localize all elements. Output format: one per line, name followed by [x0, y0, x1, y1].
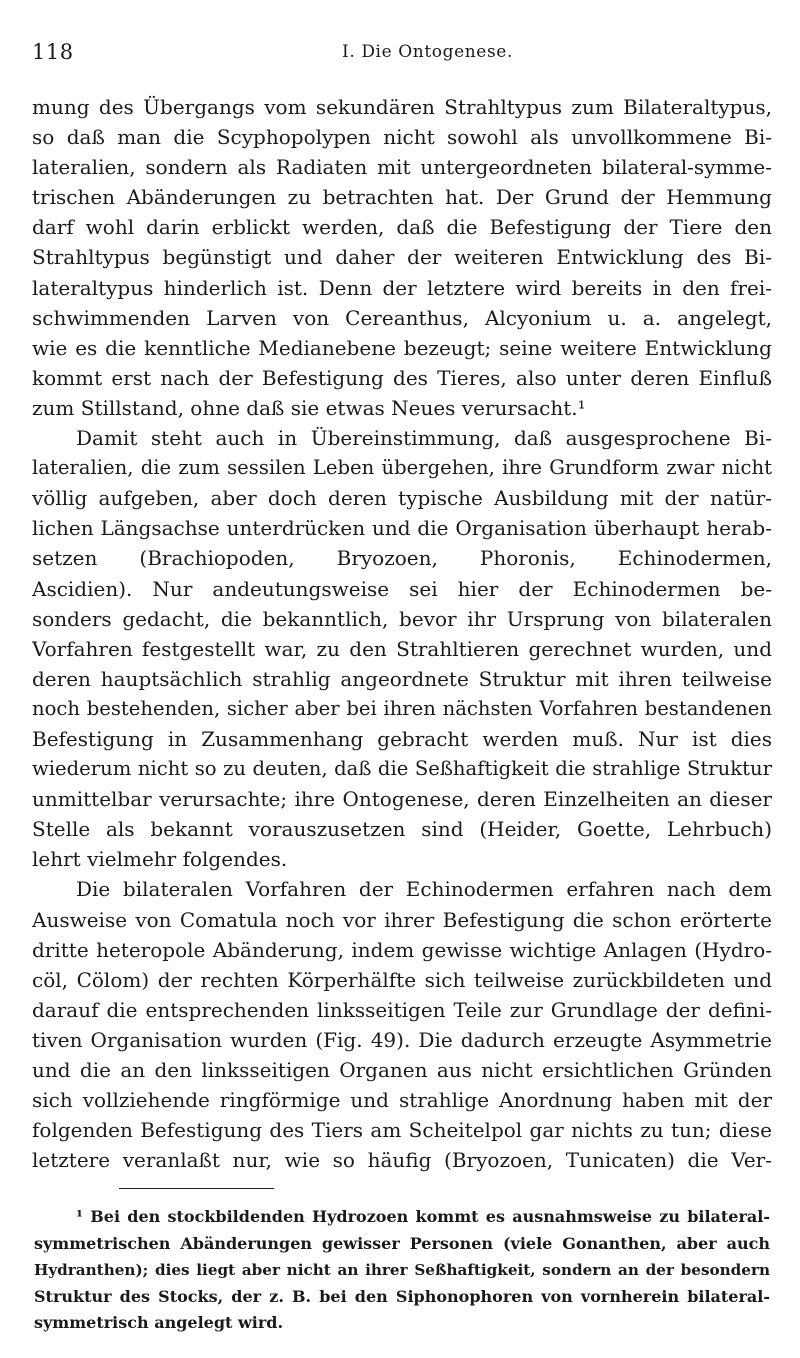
text-line: völlig aufgeben, aber doch deren typische Ausbildung mit der natür-: [32, 486, 772, 511]
text-line: sich vollziehende ringförmige und strahlige Anordnung haben mit der: [32, 1088, 772, 1113]
paragraph-start-line: Damit steht auch in Übereinstimmung, daß ausgesprochene Bi-: [76, 426, 772, 451]
text-line: letztere veranlaßt nur, wie so häufig (Bryozoen, Tunicaten) die Ver-: [32, 1148, 772, 1173]
text-line: setzen (Brachiopoden, Bryozoen, Phoronis, Echinodermen,: [32, 546, 772, 571]
paragraph-start-line: Die bilateralen Vorfahren der Echinodermen erfahren nach dem: [76, 877, 772, 902]
text-line: folgenden Befestigung des Tiers am Scheitelpol gar nichts zu tun; diese: [32, 1118, 772, 1143]
text-line: Befestigung in Zusammenhang gebracht werden muß. Nur ist dies: [32, 726, 772, 751]
footnote-line: symmetrischen Abänderungen gewisser Personen (viele Gonanthen, aber auch: [34, 1233, 770, 1253]
text-line: unmittelbar verursachte; ihre Ontogenese, deren Einzelheiten an dieser: [32, 787, 772, 812]
footnote-divider: [119, 1188, 274, 1189]
text-line: Ausweise von Comatula noch vor ihrer Befestigung die schon erörterte: [32, 907, 772, 932]
page-header: [32, 40, 772, 70]
text-line: wiederum nicht so zu deuten, daß die Seßhaftigkeit die strahlige Struktur: [32, 757, 772, 781]
text-line: so daß man die Scyphopolypen nicht sowohl als unvollkommene Bi-: [32, 125, 772, 150]
text-line: trischen Abänderungen zu betrachten hat. Der Grund der Hemmung: [32, 185, 772, 210]
text-line: dritte heteropole Abänderung, indem gewisse wichtige Anlagen (Hydro-: [32, 937, 772, 962]
text-line: schwimmenden Larven von Cereanthus, Alcyonium u. a. angelegt,: [32, 305, 772, 330]
running-title: I. Die Ontogenese.: [342, 42, 513, 62]
text-line: Ascidien). Nur andeutungsweise sei hier der Echinodermen be-: [32, 576, 772, 601]
text-line: und die an den linksseitigen Organen aus nicht ersichtlichen Gründen: [32, 1058, 772, 1082]
text-line: darauf die entsprechenden linksseitigen Teile zur Grundlage der defini-: [32, 997, 772, 1022]
text-line: wie es die kenntliche Medianebene bezeugt; seine weitere Entwicklung: [32, 335, 772, 360]
text-line: lehrt vielmehr folgendes.: [32, 847, 288, 872]
footnotes: [34, 1204, 770, 1337]
footnote-line: ¹ Bei den stockbildenden Hydrozoen kommt es ausnahmsweise zu bilateral-: [76, 1207, 770, 1226]
footnote-line: Struktur des Stocks, der z. B. bei den Siphonophoren von vornherein bilateral-: [34, 1286, 770, 1306]
text-line: sonders gedacht, die bekanntlich, bevor ihr Ursprung von bilateralen: [32, 606, 772, 631]
body-text: [32, 92, 772, 1175]
text-line: tiven Organisation wurden (Fig. 49). Die dadurch erzeugte Asymmetrie: [32, 1027, 772, 1052]
text-line: Strahltypus begünstigt und daher der weiteren Entwicklung des Bi-: [32, 245, 772, 270]
text-line: deren hauptsächlich strahlig angeordnete Struktur mit ihren teilweise: [32, 666, 772, 691]
text-line: noch bestehenden, sicher aber bei ihren nächsten Vorfahren bestandenen: [32, 696, 772, 720]
text-line: kommt erst nach der Befestigung des Tieres, also unter deren Einfluß: [32, 365, 772, 390]
text-line: lateraltypus hinderlich ist. Denn der letztere wird bereits in den frei-: [32, 275, 772, 300]
text-line: mung des Übergangs vom sekundären Strahltypus zum Bilateraltypus,: [32, 95, 772, 119]
text-line: lateralien, die zum sessilen Leben übergehen, ihre Grundform zwar nicht: [32, 456, 772, 480]
text-line: zum Stillstand, ohne daß sie etwas Neues verursacht.¹: [32, 395, 586, 420]
page-number: 118: [32, 40, 74, 64]
text-line: lichen Längsachse unterdrücken und die Organisation überhaupt herab-: [32, 516, 772, 541]
text-line: Vorfahren festgestellt war, zu den Strahltieren gerechnet wurden, und: [32, 636, 772, 661]
text-line: darf wohl darin erblickt werden, daß die Befestigung der Tiere den: [32, 215, 772, 240]
text-line: lateralien, sondern als Radiaten mit untergeordneten bilateral-symme-: [32, 155, 772, 180]
text-line: Stelle als bekannt vorauszusetzen sind (Heider, Goette, Lehrbuch): [32, 817, 772, 842]
footnote-line: symmetrisch angelegt wird.: [34, 1313, 284, 1332]
text-line: cöl, Cölom) der rechten Körperhälfte sich teilweise zurückbildeten und: [32, 967, 772, 992]
footnote-line: Hydranthen); dies liegt aber nicht an ihrer Seßhaftigkeit, sondern an der besondern: [34, 1261, 770, 1279]
